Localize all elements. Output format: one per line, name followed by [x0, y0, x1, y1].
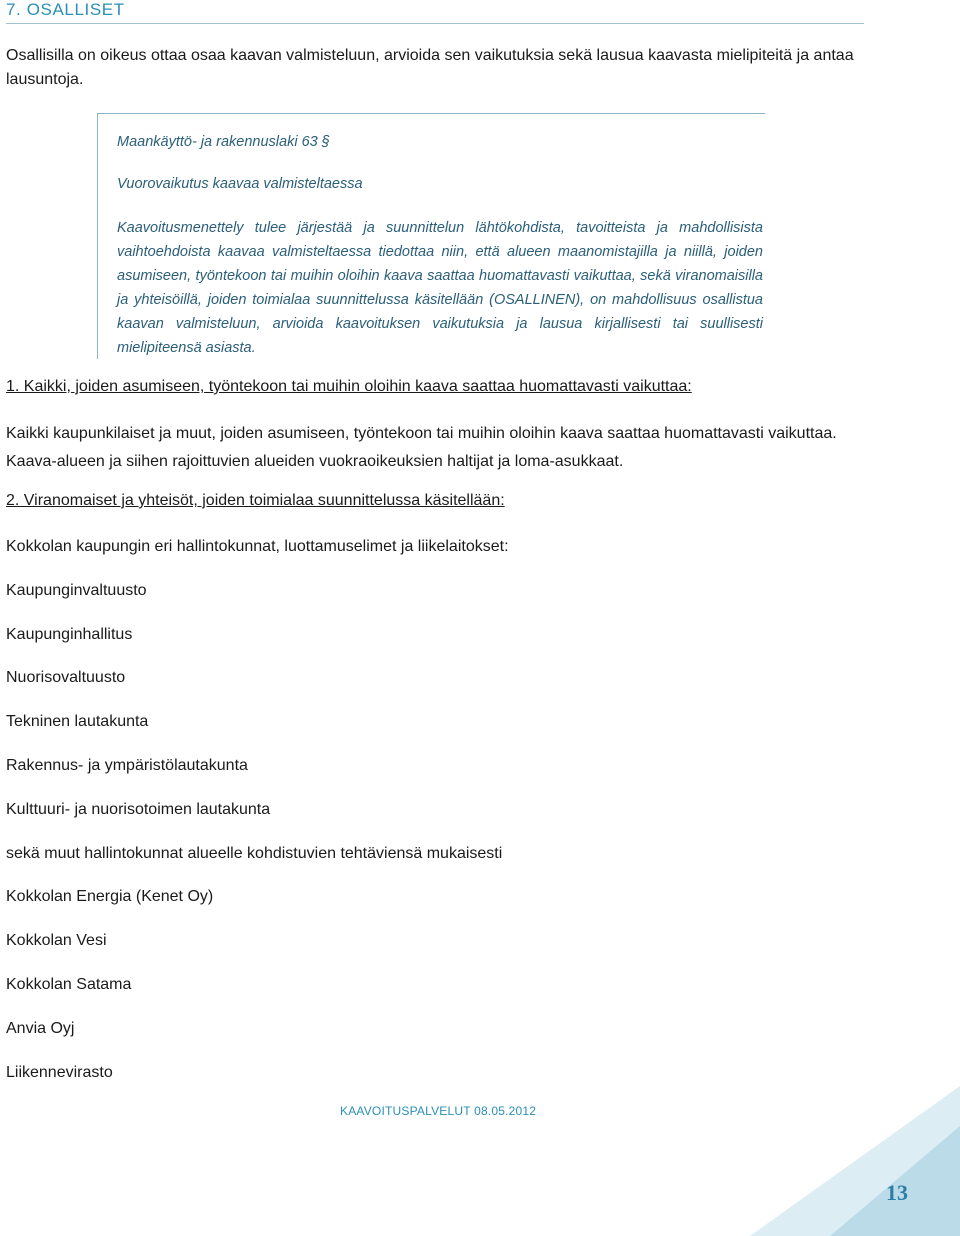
- list-item: Kokkolan Vesi: [6, 932, 107, 950]
- stakeholder-list: [6, 536, 509, 1105]
- list-item: Rakennus- ja ympäristölautakunta: [6, 756, 248, 774]
- list-item: Anvia Oyj: [6, 1019, 75, 1037]
- section-2-heading: 2. Viranomaiset ja yhteisöt, joiden toimialaa suunnittelussa käsitellään:: [6, 492, 505, 509]
- law-quote-box: [97, 113, 765, 359]
- list-item: Kokkolan Satama: [6, 975, 132, 993]
- list-item: sekä muut hallintokunnat alueelle kohdistuvien tehtäviensä mukaisesti: [6, 844, 503, 862]
- footer-text: KAAVOITUSPALVELUT 08.05.2012: [340, 1104, 537, 1118]
- list-item: Kulttuuri- ja nuorisotoimen lautakunta: [6, 800, 271, 818]
- list-item: Kokkolan Energia (Kenet Oy): [6, 888, 214, 906]
- list-item: Tekninen lautakunta: [6, 713, 149, 731]
- law-reference: Maankäyttö- ja rakennuslaki 63 §: [117, 134, 330, 150]
- list-item: Kaupunginvaltuusto: [6, 581, 147, 599]
- law-subtitle: Vuorovaikutus kaavaa valmisteltaessa: [117, 176, 363, 192]
- list-item: Kaupunginhallitus: [6, 625, 133, 643]
- page-number: 13: [886, 1180, 908, 1205]
- section-1-text: Kaikki kaupunkilaiset ja muut, joiden asumiseen, työntekoon tai muihin oloihin kaava saattaa huomattavasti vaikuttaa. Kaava-alueen ja siihen rajoittuvien alueiden vuokraoikeuksien haltijat ja loma-asukkaat.: [6, 425, 837, 470]
- intro-paragraph: Osallisilla on oikeus ottaa osaa kaavan valmisteluun, arvioida sen vaikutuksia sekä lausua kaavasta mielipiteitä ja antaa lausuntoja.: [6, 47, 854, 88]
- list-item: Liikennevirasto: [6, 1063, 113, 1081]
- law-text: Kaavoitusmenettely tulee järjestää ja suunnittelun lähtökohdista, tavoitteista ja mahdollisista vaihtoehdoista kaavaa valmisteltaessa tiedottaa niin, että alueen maanomistajilla ja niillä, joiden asumiseen, työntekoon tai muihin oloihin kaava saattaa huomattavasti vaikuttaa, sekä viranomaisilla ja yhteisöillä, joiden toimialaa suunnittelussa käsitellään (OSALLINEN), on mahdollisuus osallistua kaavan valmisteluun, arvioida kaavoituksen vaikutuksia ja lausua kirjallisesti tai suullisesti mielipiteensä asiasta.: [117, 220, 763, 357]
- list-item: Nuorisovaltuusto: [6, 669, 126, 687]
- list-item: Kokkolan kaupungin eri hallintokunnat, luottamuselimet ja liikelaitokset:: [6, 538, 509, 555]
- corner-decoration: [750, 1086, 960, 1236]
- page-heading: 7. OSALLISET: [6, 0, 864, 24]
- section-1-heading: 1. Kaikki, joiden asumiseen, työntekoon tai muihin oloihin kaava saattaa huomattavasti vaikuttaa:: [6, 378, 692, 395]
